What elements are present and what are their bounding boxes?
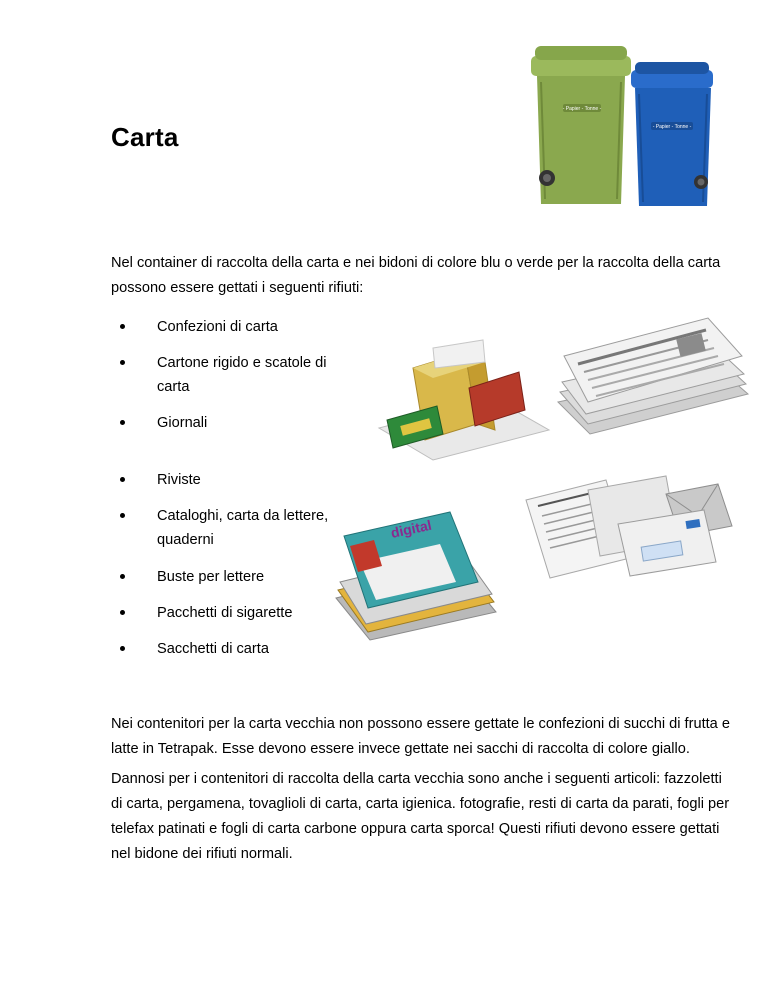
harmful-items-paragraph: Dannosi per i contenitori di raccolta della carta vecchia sono anche i seguenti articoli: fazzoletti di carta, pergamena, tovaglioli di carta, carta igienica. fotografie, resti di carta da parati, fogli per telefax patinati e fogli di carta carbone oppura carta sporca! Questi rifiuti devono essere gettati nel bidone dei rifiuti normali.: [111, 771, 730, 862]
bullet-icon: [120, 513, 125, 518]
paper-bins-image: [527, 44, 717, 216]
newspapers-image: [558, 316, 748, 436]
bullet-icon: [120, 574, 125, 579]
tetrapak-paragraph: Nei contenitori per la carta vecchia non possono essere gettate le confezioni di succhi di frutta e latte in Tetrapak. Esse devono essere invece gettate nei sacchi di raccolta di colore giallo.: [111, 716, 730, 757]
magazines-image: [330, 512, 500, 642]
list-item: Riviste: [157, 468, 347, 492]
list-item: Cartone rigido e scatole di carta: [157, 351, 347, 399]
bullet-icon: [120, 610, 125, 615]
bullet-icon: [120, 477, 125, 482]
cardboard-boxes-image: [373, 338, 553, 460]
list-item: Buste per lettere: [157, 565, 347, 589]
bullet-icon: [120, 360, 125, 365]
magazine-cover-title: digital: [389, 516, 433, 541]
green-bin-label: - Papier - Tonne -: [562, 106, 602, 112]
bullet-icon: [120, 324, 125, 329]
list-item: Sacchetti di carta: [157, 637, 347, 661]
list-item: Pacchetti di sigarette: [157, 601, 347, 625]
page-title: Carta: [111, 122, 179, 152]
bullet-icon: [120, 646, 125, 651]
list-item: Cataloghi, carta da lettere, quaderni: [157, 504, 347, 552]
intro-paragraph: Nel container di raccolta della carta e nei bidoni di colore blu o verde per la raccolta della carta possono essere gettati i seguenti rifiuti:: [111, 255, 721, 296]
green-bin: [531, 46, 631, 204]
blue-bin: [631, 62, 713, 206]
letters-envelopes-image: [526, 476, 734, 580]
list-item: Confezioni di carta: [157, 315, 347, 339]
blue-bin-label: - Papier - Tonne -: [652, 124, 692, 130]
list-item: Giornali: [157, 411, 347, 435]
bullet-icon: [120, 420, 125, 425]
